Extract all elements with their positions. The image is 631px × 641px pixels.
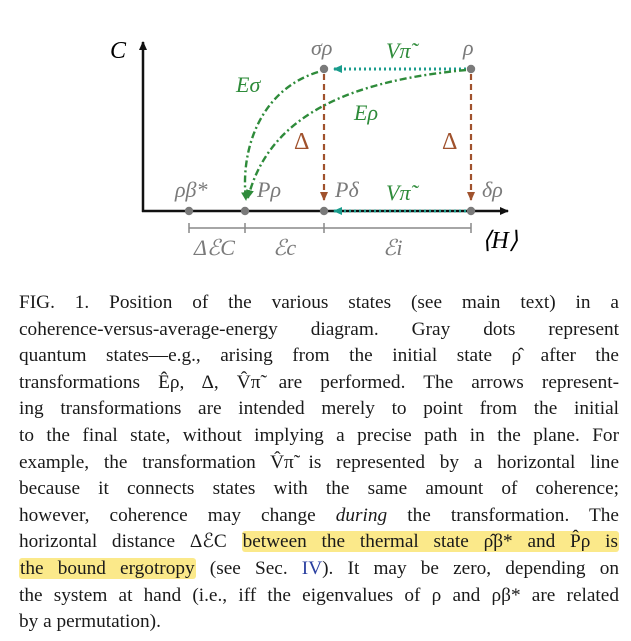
- caption-line-2: coherence-versus-average-energy diagram. Gray dots represent: [19, 318, 619, 340]
- caption-line-6: to the final state, without implying a precise path in the plane. For: [19, 424, 619, 446]
- section-ref-link[interactable]: IV: [301, 557, 323, 579]
- state-label-rho: ρ: [463, 35, 474, 60]
- state-label-p-delta: Pδ: [335, 177, 359, 202]
- state-dot-p-delta: [320, 207, 328, 215]
- v-label-top: Vπ̃: [386, 38, 411, 63]
- caption-line-12: the system at hand (i.e., iff the eigenvalues of ρ and ρβ* are related: [19, 584, 619, 606]
- figure-caption: [19, 290, 619, 636]
- caption-line-9-a: however, coherence may change: [19, 504, 336, 526]
- e-sigma-label: Eσ: [236, 72, 261, 97]
- interval-ec: ℰc: [273, 235, 297, 260]
- y-axis-label: C: [110, 38, 127, 64]
- interval-delta-ec: ΔℰC: [194, 235, 235, 260]
- caption-line-9: [19, 503, 619, 530]
- interval-ei: ℰi: [383, 235, 403, 260]
- state-label-p-rho: Pρ: [257, 177, 281, 202]
- coherence-energy-diagram: [0, 0, 631, 280]
- state-label-delta-rho: δρ: [482, 177, 503, 202]
- caption-line-4: transformations Êρ, Δ, V̂π̃ are performed. The arrows represent-: [19, 371, 619, 393]
- caption-line-11-d: ). It may be zero, depending on: [322, 557, 619, 579]
- caption-line-10-a: horizontal distance ΔℰC: [19, 531, 242, 553]
- caption-line-11-b: (see Sec.: [195, 557, 302, 579]
- state-dot-delta-rho: [467, 207, 475, 215]
- caption-line-10: [19, 529, 619, 556]
- caption-line-13: by a permutation).: [19, 611, 161, 633]
- x-axis-label: ⟨H⟩: [482, 228, 519, 254]
- caption-line-7: example, the transformation V̂π̃ is represented by a horizontal line: [19, 451, 619, 473]
- caption-line-11: [19, 556, 619, 583]
- state-dot-sigma-rho: [320, 65, 328, 73]
- v-label-bottom: Vπ̃: [386, 180, 411, 205]
- caption-line-8: because it connects states with the same amount of coherence;: [19, 478, 619, 500]
- e-rho-label: Eρ: [354, 100, 378, 125]
- state-label-rho-beta-star: ρβ*: [175, 177, 208, 202]
- delta-label-left: Δ: [294, 129, 310, 155]
- caption-line-9-c: the transformation. The: [387, 504, 619, 526]
- state-label-sigma-rho: σρ: [311, 35, 333, 60]
- state-dot-p-rho: [241, 207, 249, 215]
- state-dot-rho: [467, 65, 475, 73]
- caption-highlight-2[interactable]: the bound ergotropy: [20, 557, 195, 579]
- caption-highlight-1[interactable]: between the thermal state ρ̂β* and P̂ρ is: [242, 531, 618, 553]
- caption-line-1: FIG. 1. Position of the various states (see main text) in a: [19, 292, 619, 313]
- caption-emphasis-during: during: [335, 504, 388, 526]
- state-dot-rho-beta-star: [185, 207, 193, 215]
- caption-line-3: quantum states—e.g., arising from the initial state ρ̂ after the: [19, 345, 619, 367]
- caption-line-5: ing transformations are intended merely to point from the initial: [19, 398, 619, 420]
- delta-label-right: Δ: [442, 129, 458, 155]
